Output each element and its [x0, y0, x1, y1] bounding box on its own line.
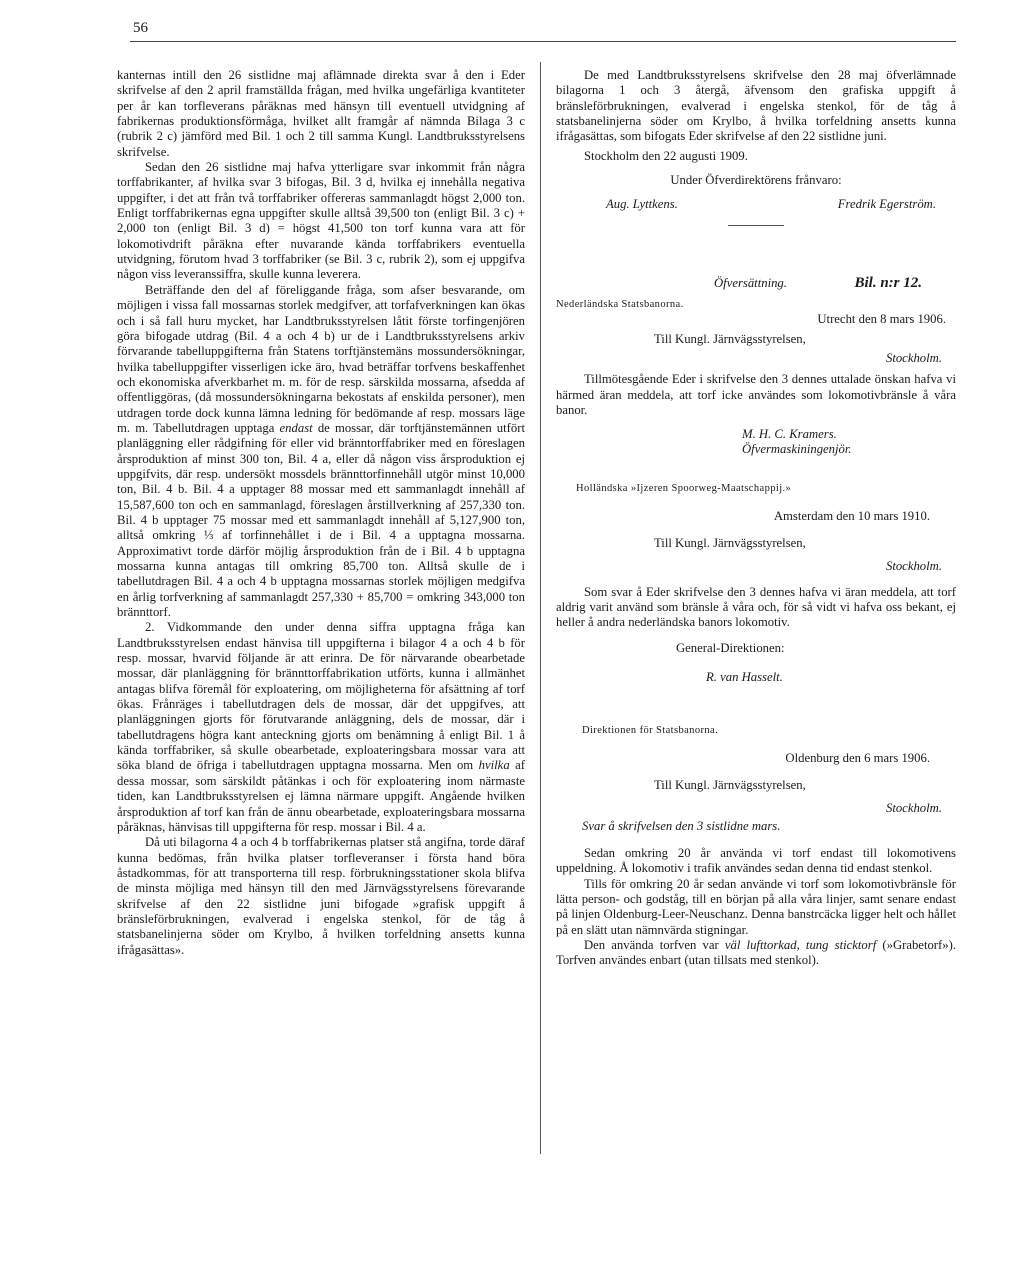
left-paragraph-5: Då uti bilagorna 4 a och 4 b torffabrikernas platser stå angifna, torde däraf kunna bedömas, från hvilka platser torfleveranser i första hand böra åstadkommas, för att transporterna till resp. förbrukningsstationer skola blifva de minsta möjliga med hänsyn till den med Järnvägsstyrelsens förevarande skrifvelse af den 22 sistlidne juni bifogade »grafisk uppgift å bränsleförbrukningen, evalverad i engelska stenkol, för de tåg å statsbanelinjerna söder om Krylbo, å hvilken torfeldning ansetts kunna ifrågasättas».	[117, 835, 525, 957]
letter-2-signature: R. van Hasselt.	[706, 669, 783, 684]
letter-1-title: Öfvermaskiningenjör.	[742, 441, 852, 456]
right-column	[556, 68, 956, 969]
signature-lyttkens: Aug. Lyttkens.	[606, 197, 678, 212]
letter-3-paragraph-3	[556, 938, 956, 969]
left-paragraph-4-text-a: 2. Vidkommande den under denna siffra upptagna fråga kan Landtbruksstyrelsen endast hänvisa till uppgifterna i bilagor 4 a och 4 b för resp. mossar, hvarvid följande är att erinra. De för närvarande obearbetade mossar, där planläggning för brännttorffabrikation utförts, kunna i allmänhet antagas blifva föremål för exploatering, om möjligheterna för afsättning af torf ökas. Frånräges i tabellutdragen dels de mossar, där det uppgifves, att planläggningen gjorts för förutvarande anläggning, dels de mossar, där i tabellutdragens högra kant anteckning gjorts om benämning å enligt Bil. 1 å kända torffabriker, så skulle obearbetade, exploateringsbara mossar vara att söka bland de öfriga i tabellutdragen upptagna mossarna. Men om	[117, 620, 525, 773]
letter-1-addressee: Till Kungl. Järnvägsstyrelsen,	[654, 331, 806, 346]
left-paragraph-2: Sedan den 26 sistlidne maj hafva ytterligare svar inkommit från några torffabrikanter, af hvilka svar 3 bifogas, Bil. 3 d, hvilka ej innehålla negativa uppgifter, i det att från två torffabriker offereras sammanlagdt högst 2,000 ton. Enligt torffabrikernas egna uppgifter skulle alltså 39,500 ton (enligt Bil. 3 c) + 2,000 ton (enligt Bil. 3 d) = högst 41,500 ton torf kunna vara att för lokomotivdrift påräkna efter nuvarande kända torffabrikers eventuella utvidgning, förutom hvad 3 torffabriker (se Bil. 3 c, rubrik 2), som ej uppgifva någon viss leveranssiffra, skulle kunna leverera.	[117, 160, 525, 282]
letter-3-paragraph-2: Tills för omkring 20 år sedan använde vi torf som lokomotivbränsle för lätta person- och godståg, till en början på alla våra linjer, samt senare endast på linjen Oldenburg-Leer-Neuschanz. Denna banstrcäcka ligger helt och hållet på en slätt utan nämnvärda stigningar.	[556, 876, 956, 937]
letter-2-direction: General-Direktionen:	[676, 640, 785, 655]
left-paragraph-4-emphasis: hvilka	[478, 758, 510, 773]
left-column	[117, 68, 525, 958]
letter-3-city: Stockholm.	[885, 801, 942, 816]
letter-1-sender: Nederländska Statsbanorna.	[556, 299, 684, 311]
translation-label: Öfversättning.	[714, 275, 787, 290]
letter-1-date: Utrecht den 8 mars 1906.	[817, 312, 946, 327]
appendix-heading	[556, 276, 956, 291]
letter-2-city: Stockholm.	[885, 559, 942, 574]
left-paragraph-4-text-b: af dessa mossar, som särskildt påtänkas i och för exploatering inom närmaste tiden, kan Landtbruksstyrelsen ej lämna närmare uppgift. Angående hvilken årsproduktion af torf kan från de ännu obearbetade, exploateringsbara mossarna påräknas, hänvisas till uppgifterna för resp. mossar i Bil. 4 a.	[117, 758, 526, 834]
letter-3-subject: Svar å skrifvelsen den 3 sistlidne mars.	[582, 818, 781, 833]
page-number: 56	[133, 20, 148, 36]
letter-1-body: Tillmötesgående Eder i skrifvelse den 3 dennes uttalade önskan hafva vi härmed äran meddela, att torf icke användes som lokomotivbränsle å våra banor.	[556, 372, 956, 418]
left-paragraph-4	[117, 620, 525, 835]
letter-3-addressee: Till Kungl. Järnvägsstyrelsen,	[654, 777, 806, 792]
column-divider	[540, 62, 541, 1154]
closing-paragraph: De med Landtbruksstyrelsens skrifvelse den 28 maj öfverlämnade bilagorna 1 och 3 återgå, äfvensom den grafiska uppgift å bränsleförbrukningen, evalverad i engelska stenkol, för de tåg å statsbanelinjerna söder om Krylbo, å hvilka torfeldning ansetts kunna ifrågasättas, som bifogats Eder skrifvelse af den 22 sistlidne juni.	[556, 68, 956, 144]
signature-row	[556, 197, 956, 212]
letter-2-body: Som svar å Eder skrifvelse den 3 dennes hafva vi äran meddela, att torf aldrig varit använd som bränsle å våra och, för så vidt vi hafva oss bekant, ej heller å andra nederländska banors lokomotiv.	[556, 584, 956, 630]
letter-2-sender: Holländska »Ijzeren Spoorweg-Maatschappij.»	[576, 483, 792, 495]
letter-3-paragraph-3-emphasis: väl lufttorkad, tung sticktorf	[724, 938, 877, 953]
absence-note: Under Öfverdirektörens frånvaro:	[670, 173, 842, 188]
header-rule	[130, 41, 956, 42]
left-paragraph-1: kanternas intill den 26 sistlidne maj aflämnade direkta svar å den i Eder skrifvelse af den 2 april framställda frågan, med hvilka ungefärliga kvantiteter per år kan torfleverans påräknas med hänsyn till eventuell utvidgning af fabrikernas produktionsförmåga, hvilket allt framgår af nämnda Bilaga 3 c (rubrik 2 c) jämförd med Bil. 1 och 2 till samma Kungl. Landtbruksstyrelsens skrifvelse.	[117, 68, 525, 159]
signature-egerstrom: Fredrik Egerström.	[837, 197, 936, 212]
letter-1-signature: M. H. C. Kramers.	[742, 426, 837, 441]
closing-place-date: Stockholm den 22 augusti 1909.	[584, 148, 748, 163]
left-paragraph-3-text-b: de mossar, där torftjänstemännen utfört planläggning eller rådgifning för eller vid bränntorffabriker med en föreslagen årsproduktion af minst 300 ton, Bil. 4 a, eller då någon viss årsproduktion ej uppgifvits, där resp. undersökt mossdels brännttorfinnehåll utgör minst 10,000 ton, Bil. 4 b. Bil. 4 a upptager 88 mossar med ett sammanlagdt innehåll af 15,587,600 ton och en sammanlagd, föreslagen årstillverkning af 257,330 ton. Bil. 4 b upptager 75 mossar med ett sammanlagdt innehåll af 5,127,900 ton, alltså omkring ⅓ af torfinnehållet i de i Bil. 4 a upptagna mossarna. Approximativt torde därför möjlig årsproduktion från de i Bil. 4 b upptagna mossarna kunna antagas till omkring 85,700 ton. Alltså skulle de i tabellutdragen Bil. 4 a och 4 b upptagna mossarnas storlek möjligen medgifva en årlig torfverkning af sammanlagdt 257,330 + 85,700 = omkring 343,000 ton brännttorf.	[117, 420, 525, 620]
letter-3-sender: Direktionen för Statsbanorna.	[582, 725, 719, 737]
letter-2-addressee: Till Kungl. Järnvägsstyrelsen,	[654, 535, 806, 550]
left-paragraph-3	[117, 283, 525, 621]
letter-3-paragraph-3-text-b: (»Grabetorf»). Torfven användes enbart (utan tillsats med stenkol).	[556, 938, 956, 968]
left-paragraph-3-emphasis: endast	[279, 420, 313, 435]
letter-1-city: Stockholm.	[885, 351, 942, 366]
letter-3-paragraph-1: Sedan omkring 20 år använda vi torf endast till lokomotivens uppeldning. Å lokomotiv i trafik användes sedan denna tid endast stenkol.	[556, 846, 956, 876]
left-paragraph-3-text-a: Beträffande den del af föreliggande fråga, som afser besvarande, om möjligen i vissa fall mossarnas storlek medgifver, att torfafverkningen kan ökas och i så fall huru mycket, har Landtbruksstyrelsen låtit förste torfingenjören göra bifogade utdrag (Bil. 4 a och 4 b) ur de i Landtbruksstyrelsens arkiv förvarande tabelluppgifterna från Statens torftjänstemäns mossundersökningar, hvilka tabelluppgifter visserligen icke äro, hvad beträffar torfvens beskaffenhet och ekonomiska afverkbarhet m. m. för de resp. särskilda mossarna, afsedda af offentliggöras, (då mossundersökningarna bekostats af enskilda personer), men utdragen torde dock kunna lämna ledning för bedömande af resp. mossars läge m. m. Tabellutdragen upptaga	[117, 282, 525, 435]
appendix-number: Bil. n:r 12.	[854, 274, 922, 291]
letter-2-date: Amsterdam den 10 mars 1910.	[773, 508, 930, 523]
letter-3-date: Oldenburg den 6 mars 1906.	[785, 750, 930, 765]
letter-3-paragraph-3-text-a: Den använda torfven var	[584, 938, 725, 953]
